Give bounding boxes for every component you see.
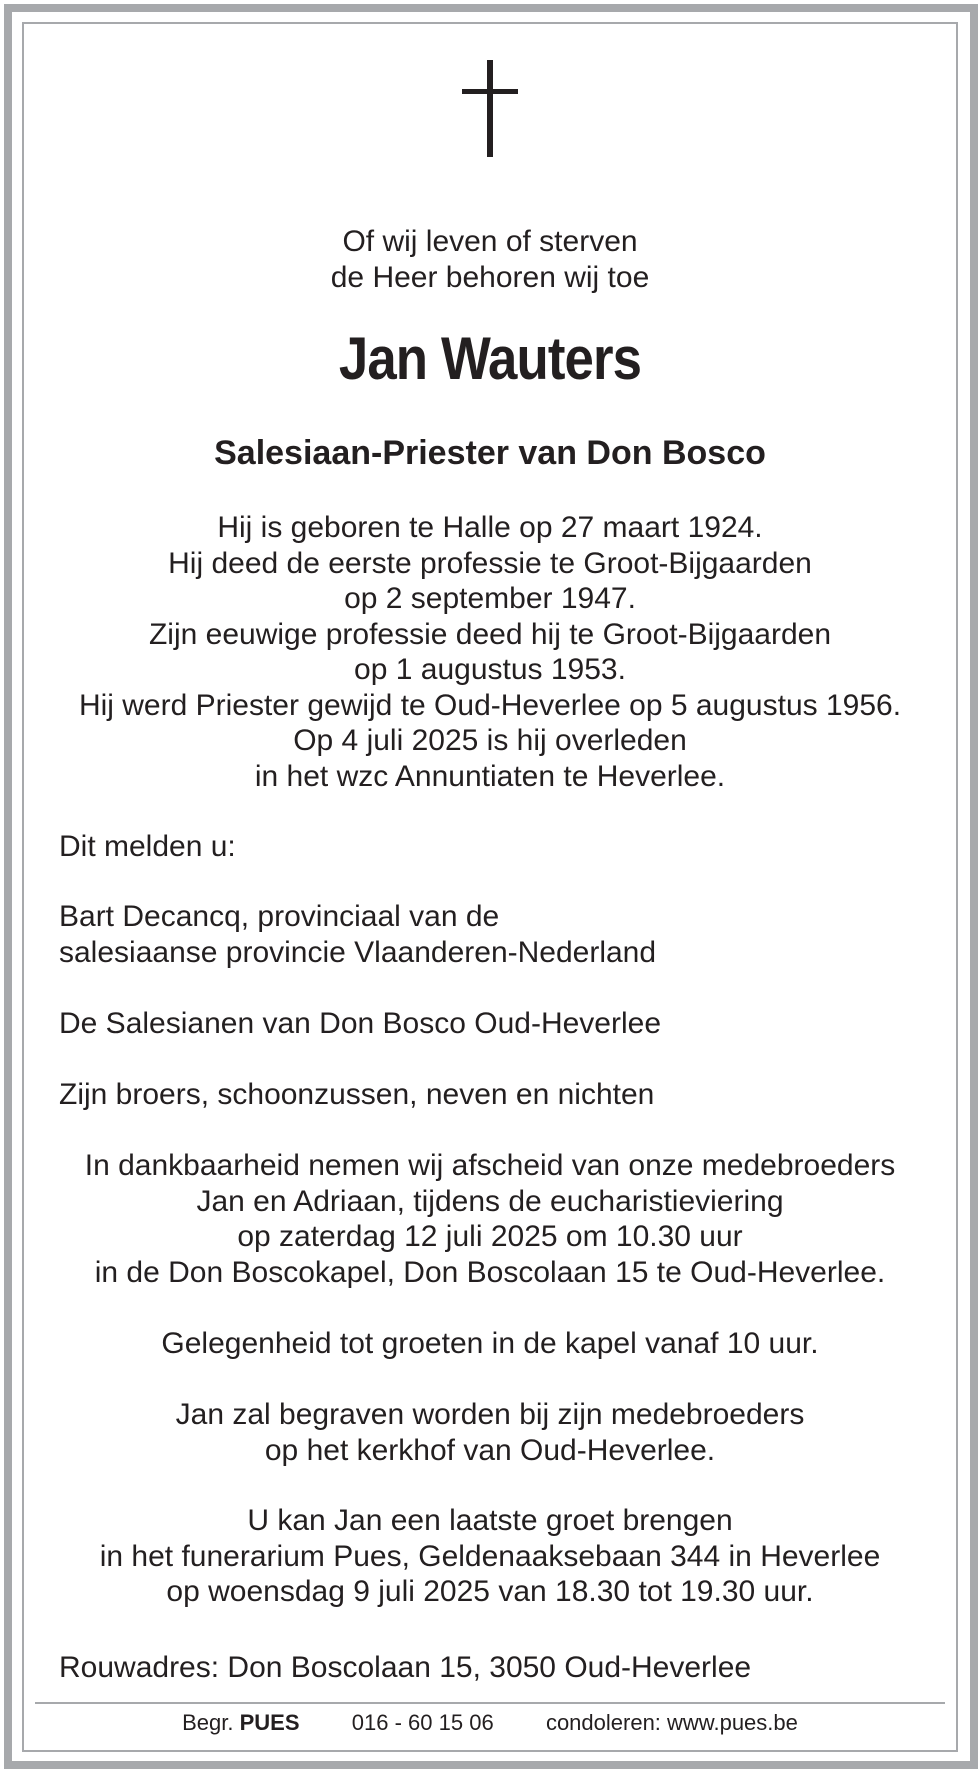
- footer-divider: [35, 1702, 945, 1704]
- footer: [0, 1708, 980, 1738]
- funeral-director-label: Begr.: [182, 1710, 234, 1735]
- bio-line: op 1 augustus 1953.: [354, 653, 626, 686]
- deceased-name: Jan Wauters: [338, 325, 642, 392]
- burial-line: op het kerkhof van Oud-Heverlee.: [264, 1433, 716, 1467]
- announcers-intro: [59, 829, 236, 865]
- mourning-address: [59, 1650, 751, 1686]
- verse: [0, 224, 980, 295]
- announcer-line: De Salesianen van Don Bosco Oud-Heverlee: [59, 1007, 662, 1040]
- greeting-line: Gelegenheid tot groeten in de kapel vanaf 10 uur.: [161, 1327, 819, 1360]
- burial-info: [0, 1397, 980, 1468]
- announcer-family: [59, 1077, 654, 1113]
- funeral-director-phone: 016 - 60 15 06: [351, 1710, 494, 1735]
- bio-line: Zijn eeuwige professie deed hij te Groot-Bijgaarden: [148, 617, 832, 651]
- bio-line: op 2 september 1947.: [344, 582, 636, 615]
- announcer-line: salesiaanse provincie Vlaanderen-Nederland: [59, 935, 657, 969]
- farewell-info: [0, 1503, 980, 1610]
- verse-line: Of wij leven of sterven: [342, 225, 638, 258]
- farewell-line: U kan Jan een laatste groet brengen: [247, 1504, 733, 1537]
- announcer-salesians: [59, 1006, 661, 1042]
- bio-line: Op 4 juli 2025 is hij overleden: [293, 724, 687, 757]
- burial-line: Jan zal begraven worden bij zijn medebroeders: [175, 1398, 805, 1431]
- announcer-provincial: [59, 899, 656, 970]
- service-line: op zaterdag 12 juli 2025 om 10.30 uur: [237, 1220, 743, 1253]
- service-line: Jan en Adriaan, tijdens de eucharistieviering: [196, 1184, 784, 1218]
- farewell-line: in het funerarium Pues, Geldenaaksebaan 344 in Heverlee: [99, 1539, 881, 1573]
- announcers-intro-text: Dit melden u:: [59, 830, 236, 863]
- bio-line: in het wzc Annuntiaten te Heverlee.: [254, 759, 726, 793]
- verse-line: de Heer behoren wij toe: [330, 260, 650, 294]
- biography: [0, 510, 980, 794]
- service-line: in de Don Boscokapel, Don Boscolaan 15 te Oud-Heverlee.: [94, 1255, 886, 1289]
- funeral-director-name: PUES: [239, 1710, 300, 1735]
- greeting-info: [0, 1326, 980, 1362]
- condolence-link[interactable]: condoleren: www.pues.be: [545, 1710, 798, 1735]
- bio-line: Hij is geboren te Halle op 27 maart 1924.: [217, 511, 763, 544]
- service-info: [0, 1148, 980, 1290]
- address-line: Rouwadres: Don Boscolaan 15, 3050 Oud-Heverlee: [59, 1651, 752, 1684]
- announcer-line: Zijn broers, schoonzussen, neven en nichten: [59, 1078, 655, 1111]
- bio-line: Hij werd Priester gewijd te Oud-Heverlee op 5 augustus 1956.: [78, 688, 902, 722]
- farewell-line: op woensdag 9 juli 2025 van 18.30 tot 19.30 uur.: [166, 1575, 814, 1608]
- bio-line: Hij deed de eerste professie te Groot-Bijgaarden: [168, 546, 812, 580]
- cross-icon: [462, 60, 518, 157]
- announcer-line: Bart Decancq, provinciaal van de: [59, 900, 500, 933]
- deceased-title: Salesiaan-Priester van Don Bosco: [214, 434, 766, 472]
- service-line: In dankbaarheid nemen wij afscheid van onze medebroeders: [84, 1149, 896, 1182]
